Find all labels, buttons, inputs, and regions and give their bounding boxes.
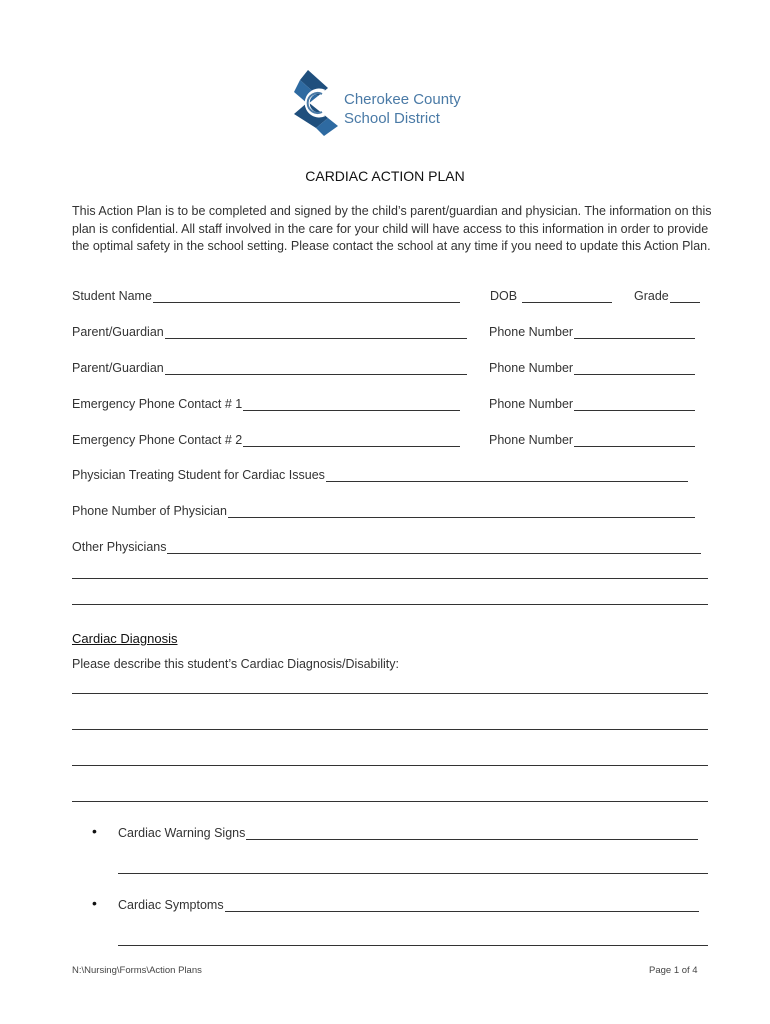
district-name (344, 90, 461, 128)
phone-4-blank[interactable] (574, 432, 695, 447)
parent-guardian-1-field[interactable] (72, 324, 467, 339)
phone-1-field[interactable] (489, 324, 695, 339)
bullet-icon: • (92, 823, 97, 839)
parent-guardian-1-label: Parent/Guardian (72, 325, 164, 339)
warning-signs-label: Cardiac Warning Signs (118, 826, 246, 840)
footer-page-number: Page 1 of 4 (649, 965, 698, 976)
phone-3-blank[interactable] (574, 396, 695, 411)
intro-paragraph: This Action Plan is to be completed and signed by the child’s parent/guardian and physician. The information on this plan is confidential. All staff involved in the care for your child will have access to this information in order to provide the optimal safety in the school setting. Please contact the school at any time if you need to update this Action Plan. (72, 204, 712, 253)
diagnosis-line-3[interactable] (72, 765, 708, 766)
grade-blank[interactable] (670, 288, 700, 303)
student-name-field[interactable] (72, 288, 460, 303)
district-logo-mark (294, 70, 338, 136)
physician-phone-label: Phone Number of Physician (72, 504, 227, 518)
other-physicians-field[interactable] (72, 539, 701, 554)
warning-signs-blank[interactable] (246, 825, 698, 840)
phone-2-field[interactable] (489, 360, 695, 375)
phone-1-blank[interactable] (574, 324, 695, 339)
phone-3-label: Phone Number (489, 397, 574, 411)
emergency-contact-2-field[interactable] (72, 432, 460, 447)
diagnosis-line-2[interactable] (72, 729, 708, 730)
parent-guardian-2-field[interactable] (72, 360, 467, 375)
grade-label: Grade (634, 289, 669, 303)
physician-treating-field[interactable] (72, 467, 688, 482)
footer-file-path: N:\Nursing\Forms\Action Plans (72, 965, 202, 976)
other-physicians-line-2[interactable] (72, 578, 708, 579)
student-name-blank[interactable] (153, 288, 460, 303)
warning-signs-field[interactable] (118, 825, 698, 840)
phone-2-label: Phone Number (489, 361, 574, 375)
phone-3-field[interactable] (489, 396, 695, 411)
emergency-contact-2-blank[interactable] (243, 432, 460, 447)
dob-field[interactable] (490, 288, 612, 303)
other-physicians-line-3[interactable] (72, 604, 708, 605)
cardiac-diagnosis-prompt: Please describe this student’s Cardiac Diagnosis/Disability: (72, 657, 400, 671)
parent-guardian-1-blank[interactable] (165, 324, 467, 339)
symptoms-line-2[interactable] (118, 945, 708, 946)
physician-treating-label: Physician Treating Student for Cardiac Issues (72, 468, 325, 482)
phone-4-field[interactable] (489, 432, 695, 447)
phone-1-label: Phone Number (489, 325, 574, 339)
parent-guardian-2-blank[interactable] (165, 360, 467, 375)
student-name-label: Student Name (72, 289, 152, 303)
physician-phone-field[interactable] (72, 503, 695, 518)
other-physicians-blank[interactable] (167, 539, 701, 554)
emergency-contact-1-blank[interactable] (243, 396, 460, 411)
dob-blank[interactable] (522, 288, 612, 303)
district-name-line1: Cherokee County (344, 91, 461, 108)
phone-4-label: Phone Number (489, 433, 574, 447)
diagnosis-line-4[interactable] (72, 801, 708, 802)
physician-phone-blank[interactable] (228, 503, 695, 518)
cardiac-diagnosis-heading: Cardiac Diagnosis (72, 631, 178, 646)
emergency-contact-1-label: Emergency Phone Contact # 1 (72, 397, 243, 411)
warning-signs-line-2[interactable] (118, 873, 708, 874)
district-name-line2: School District (344, 110, 440, 127)
emergency-contact-1-field[interactable] (72, 396, 460, 411)
emergency-contact-2-label: Emergency Phone Contact # 2 (72, 433, 243, 447)
physician-treating-blank[interactable] (326, 467, 688, 482)
other-physicians-label: Other Physicians (72, 540, 167, 554)
diagnosis-line-1[interactable] (72, 693, 708, 694)
symptoms-blank[interactable] (225, 897, 699, 912)
symptoms-field[interactable] (118, 897, 699, 912)
symptoms-label: Cardiac Symptoms (118, 898, 224, 912)
grade-field[interactable] (634, 288, 700, 303)
dob-label: DOB (490, 289, 518, 303)
bullet-icon: • (92, 895, 97, 911)
document-title: CARDIAC ACTION PLAN (305, 168, 465, 184)
phone-2-blank[interactable] (574, 360, 695, 375)
district-logo (294, 70, 474, 140)
parent-guardian-2-label: Parent/Guardian (72, 361, 164, 375)
